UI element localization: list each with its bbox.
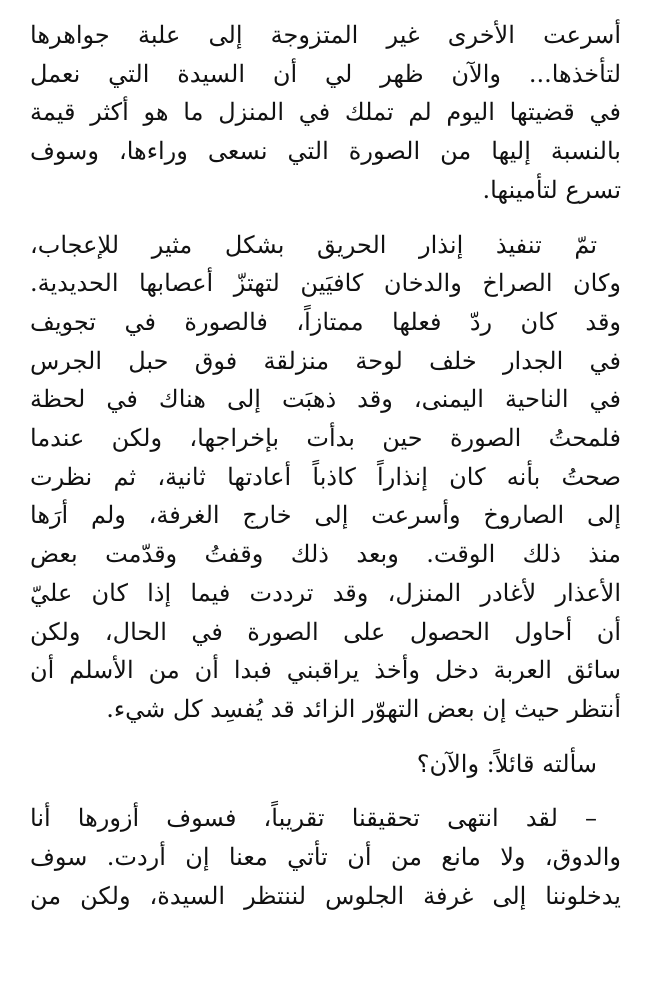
paragraph-1 (30, 16, 621, 210)
text-line: – لقد انتهى تحقيقنا تقريباً، فسوف أزورها أنا (30, 804, 597, 833)
text-line: أنتظر حيث إن بعض التهوّر الزائد قد يُفسِد كل شيء. (106, 694, 621, 723)
text-line: والدوق، ولا مانع من أن تأتي معنا إن أردت. سوف (30, 843, 621, 872)
paragraph-3 (30, 745, 621, 784)
text-line: أسرعت الأخرى غير المتزوجة إلى علبة جواهرها (30, 21, 621, 49)
paragraph-4 (30, 799, 621, 915)
text-line: إلى الصاروخ وأسرعت إلى خارج الغرفة، ولم أرَها (30, 501, 621, 530)
text-line: وكان الصراخ والدخان كافيَين لتهتزّ أعصابها الحديدية. (30, 269, 621, 298)
text-line: في الجدار خلف لوحة منزلقة فوق حبل الجرس (30, 346, 621, 375)
text-line: سائق العربة دخل وأخذ يراقبني فبدا أن من الأسلم أن (30, 656, 621, 685)
text-line: تمّ تنفيذ إنذار الحريق بشكل مثير للإعجاب، (30, 230, 597, 259)
text-line: تسرع لتأمينها. (482, 175, 621, 204)
text-line: في قضيتها اليوم لم تملك في المنزل ما هو أكثر قيمة (30, 98, 621, 127)
text-line: الأعذار لأغادر المنزل، وقد ترددت فيما إذا كان عليّ (30, 578, 621, 607)
paragraph-2 (30, 226, 621, 729)
text-line: في الناحية اليمنى، وقد ذهبَت إلى هناك في لحظة (30, 385, 621, 414)
text-line: يدخلوننا إلى غرفة الجلوس لننتظر السيدة، ولكن من (30, 881, 621, 910)
text-line: منذ ذلك الوقت. وبعد ذلك وقفتُ وقدّمت بعض (30, 540, 621, 569)
text-line: سألته قائلاً: والآن؟ (416, 749, 597, 778)
text-line: صحتُ بأنه كان إنذاراً كاذباً أعادتها ثانية، ثم نظرت (30, 462, 621, 491)
text-line: فلمحتُ الصورة حين بدأت بإخراجها، ولكن عندما (30, 424, 621, 453)
book-page (30, 16, 621, 915)
text-line: بالنسبة إليها من الصورة التي نسعى وراءها، وسوف (30, 137, 621, 166)
text-line: وقد كان ردّ فعلها ممتازاً، فالصورة في تجويف (30, 307, 621, 336)
text-line: أن أحاول الحصول على الصورة في الحال، ولكن (30, 617, 621, 646)
text-line: لتأخذها... والآن ظهر لي أن السيدة التي نعمل (30, 59, 621, 88)
